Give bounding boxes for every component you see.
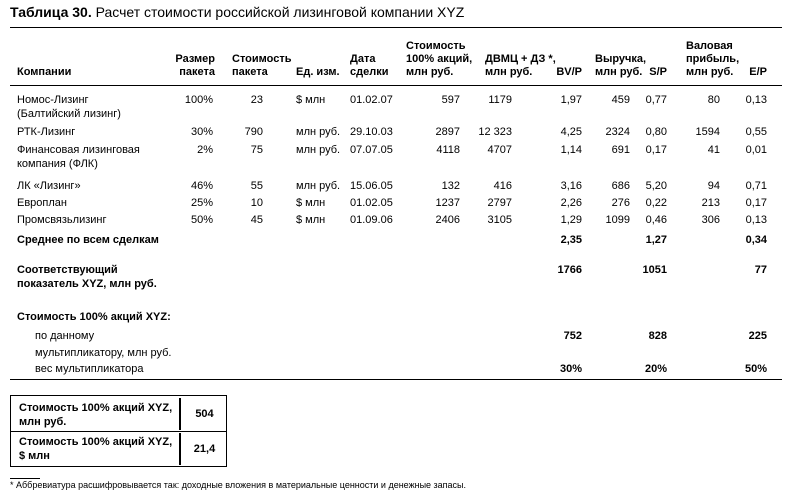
average-bvp: 2,35 bbox=[560, 234, 582, 246]
cell-full-cost: 2406 bbox=[435, 214, 460, 226]
table-caption: Расчет стоимости российской лизинговой компании XYZ bbox=[95, 4, 465, 20]
company-name: Номос-Лизинг (Балтийский лизинг) bbox=[17, 94, 121, 120]
cell-sp: 0,77 bbox=[645, 94, 667, 106]
cell-revenue: 691 bbox=[611, 144, 630, 156]
cell-date: 01.02.07 bbox=[350, 94, 393, 106]
cell-ep: 0,13 bbox=[745, 94, 767, 106]
cell-full-cost: 1237 bbox=[435, 197, 460, 209]
cell-cost: 75 bbox=[250, 144, 263, 156]
cell-size: 30% bbox=[190, 126, 213, 138]
company-name: ЛК «Лизинг» bbox=[17, 180, 81, 192]
company-name: Финансовая лизинговая компания (ФЛК) bbox=[17, 144, 140, 170]
header-gross-profit: Валовая прибыль, млн руб. bbox=[686, 40, 740, 78]
cell-bvp: 3,16 bbox=[560, 180, 582, 192]
indicator-label: Соответствующий показатель XYZ, млн руб. bbox=[17, 264, 157, 290]
header-ep: E/P bbox=[749, 66, 767, 78]
summary-rub-label: Стоимость 100% акций XYZ, млн руб. bbox=[19, 402, 173, 428]
cell-unit: млн руб. bbox=[296, 126, 341, 138]
bottom-rule bbox=[10, 379, 782, 380]
cell-ep: 0,17 bbox=[745, 197, 767, 209]
cell-gross-profit: 1594 bbox=[695, 126, 720, 138]
header-cost: Стоимость пакета bbox=[232, 53, 292, 78]
cell-gross-profit: 80 bbox=[707, 94, 720, 106]
cell-revenue: 2324 bbox=[605, 126, 630, 138]
header-company: Компании bbox=[17, 66, 72, 78]
cell-dvmc: 3105 bbox=[487, 214, 512, 226]
cell-revenue: 686 bbox=[611, 180, 630, 192]
cell-size: 2% bbox=[197, 144, 213, 156]
cell-bvp: 1,14 bbox=[560, 144, 582, 156]
summary-usd-value: 21,4 bbox=[193, 443, 216, 455]
average-sp: 1,27 bbox=[645, 234, 667, 246]
weight-label: вес мультипликатора bbox=[35, 363, 144, 375]
cell-unit: $ млн bbox=[296, 197, 326, 209]
cell-date: 01.09.06 bbox=[350, 214, 393, 226]
cell-bvp: 2,26 bbox=[560, 197, 582, 209]
cell-unit: $ млн bbox=[296, 214, 326, 226]
header-rule bbox=[10, 85, 782, 86]
cell-ep: 0,71 bbox=[745, 180, 767, 192]
indicator-bvp: 1766 bbox=[557, 264, 582, 276]
cell-ep: 0,13 bbox=[745, 214, 767, 226]
cell-ep: 0,01 bbox=[745, 144, 767, 156]
valuation-sp: 828 bbox=[648, 330, 667, 342]
weight-sp: 20% bbox=[644, 363, 667, 375]
top-rule bbox=[10, 27, 782, 28]
cell-revenue: 276 bbox=[611, 197, 630, 209]
summary-usd-cell bbox=[179, 433, 228, 465]
cell-revenue: 1099 bbox=[605, 214, 630, 226]
footnote-rule bbox=[10, 478, 40, 479]
header-dvmc: ДВМЦ + ДЗ *, млн руб. bbox=[485, 53, 556, 78]
cell-full-cost: 597 bbox=[441, 94, 460, 106]
table-number: Таблица 30. bbox=[10, 4, 92, 20]
cell-dvmc: 4707 bbox=[487, 144, 512, 156]
cell-gross-profit: 306 bbox=[701, 214, 720, 226]
cell-dvmc: 2797 bbox=[487, 197, 512, 209]
cell-unit: млн руб. bbox=[296, 144, 341, 156]
cell-cost: 23 bbox=[250, 94, 263, 106]
summary-usd-label: Стоимость 100% акций XYZ, $ млн bbox=[19, 436, 173, 462]
cell-dvmc: 416 bbox=[493, 180, 512, 192]
cell-bvp: 4,25 bbox=[560, 126, 582, 138]
weight-bvp: 30% bbox=[559, 363, 582, 375]
cell-size: 46% bbox=[190, 180, 213, 192]
indicator-ep: 77 bbox=[754, 264, 767, 276]
cell-date: 07.07.05 bbox=[350, 144, 393, 156]
summary-rub-value: 504 bbox=[195, 408, 214, 420]
header-full-cost: Стоимость 100% акций, млн руб. bbox=[406, 40, 473, 78]
header-date: Дата сделки bbox=[350, 53, 389, 78]
company-name: Европлан bbox=[17, 197, 67, 209]
cell-sp: 0,80 bbox=[645, 126, 667, 138]
cell-size: 25% bbox=[190, 197, 213, 209]
cell-date: 01.02.05 bbox=[350, 197, 393, 209]
footnote: * Аббревиатура расшифровывается так: доходные вложения в материальные ценности и денежные запасы. bbox=[10, 480, 467, 490]
weight-ep: 50% bbox=[744, 363, 767, 375]
valuation-ep: 225 bbox=[748, 330, 767, 342]
valuation-bvp: 752 bbox=[563, 330, 582, 342]
header-size: Размер пакета bbox=[175, 53, 215, 78]
cell-gross-profit: 213 bbox=[701, 197, 720, 209]
table-title bbox=[10, 4, 464, 20]
indicator-sp: 1051 bbox=[642, 264, 667, 276]
cell-unit: млн руб. bbox=[296, 180, 341, 192]
cell-bvp: 1,97 bbox=[560, 94, 582, 106]
cell-cost: 55 bbox=[250, 180, 263, 192]
header-sp: S/P bbox=[649, 66, 667, 78]
header-unit: Ед. изм. bbox=[296, 66, 340, 78]
valuation-by-multiplier-label: по данному мультипликатору, млн руб. bbox=[35, 330, 172, 359]
summary-divider bbox=[11, 431, 226, 432]
cell-dvmc: 1179 bbox=[488, 94, 512, 106]
cell-size: 100% bbox=[184, 94, 213, 106]
cell-full-cost: 4118 bbox=[436, 144, 460, 156]
cell-gross-profit: 94 bbox=[707, 180, 720, 192]
cell-sp: 0,17 bbox=[645, 144, 667, 156]
cell-sp: 5,20 bbox=[645, 180, 667, 192]
cell-bvp: 1,29 bbox=[560, 214, 582, 226]
cell-unit: $ млн bbox=[296, 94, 326, 106]
company-name: РТК-Лизинг bbox=[17, 126, 76, 138]
header-revenue: Выручка, млн руб. bbox=[595, 53, 647, 78]
average-ep: 0,34 bbox=[745, 234, 767, 246]
cell-cost: 45 bbox=[250, 214, 263, 226]
cell-gross-profit: 41 bbox=[707, 144, 720, 156]
cell-sp: 0,22 bbox=[645, 197, 667, 209]
summary-box bbox=[10, 395, 227, 467]
header-bvp: BV/P bbox=[556, 66, 582, 78]
cell-ep: 0,55 bbox=[745, 126, 767, 138]
summary-rub-cell bbox=[179, 398, 228, 430]
cell-date: 15.06.05 bbox=[350, 180, 393, 192]
cell-dvmc: 12 323 bbox=[478, 126, 512, 138]
cell-sp: 0,46 bbox=[645, 214, 667, 226]
valuation-heading: Стоимость 100% акций XYZ: bbox=[17, 311, 171, 323]
average-label: Среднее по всем сделкам bbox=[17, 234, 159, 246]
cell-full-cost: 132 bbox=[441, 180, 460, 192]
cell-full-cost: 2897 bbox=[435, 126, 460, 138]
cell-cost: 10 bbox=[250, 197, 263, 209]
cell-date: 29.10.03 bbox=[350, 126, 393, 138]
company-name: Промсвязьлизинг bbox=[17, 214, 107, 226]
cell-revenue: 459 bbox=[611, 94, 630, 106]
cell-cost: 790 bbox=[244, 126, 263, 138]
cell-size: 50% bbox=[190, 214, 213, 226]
